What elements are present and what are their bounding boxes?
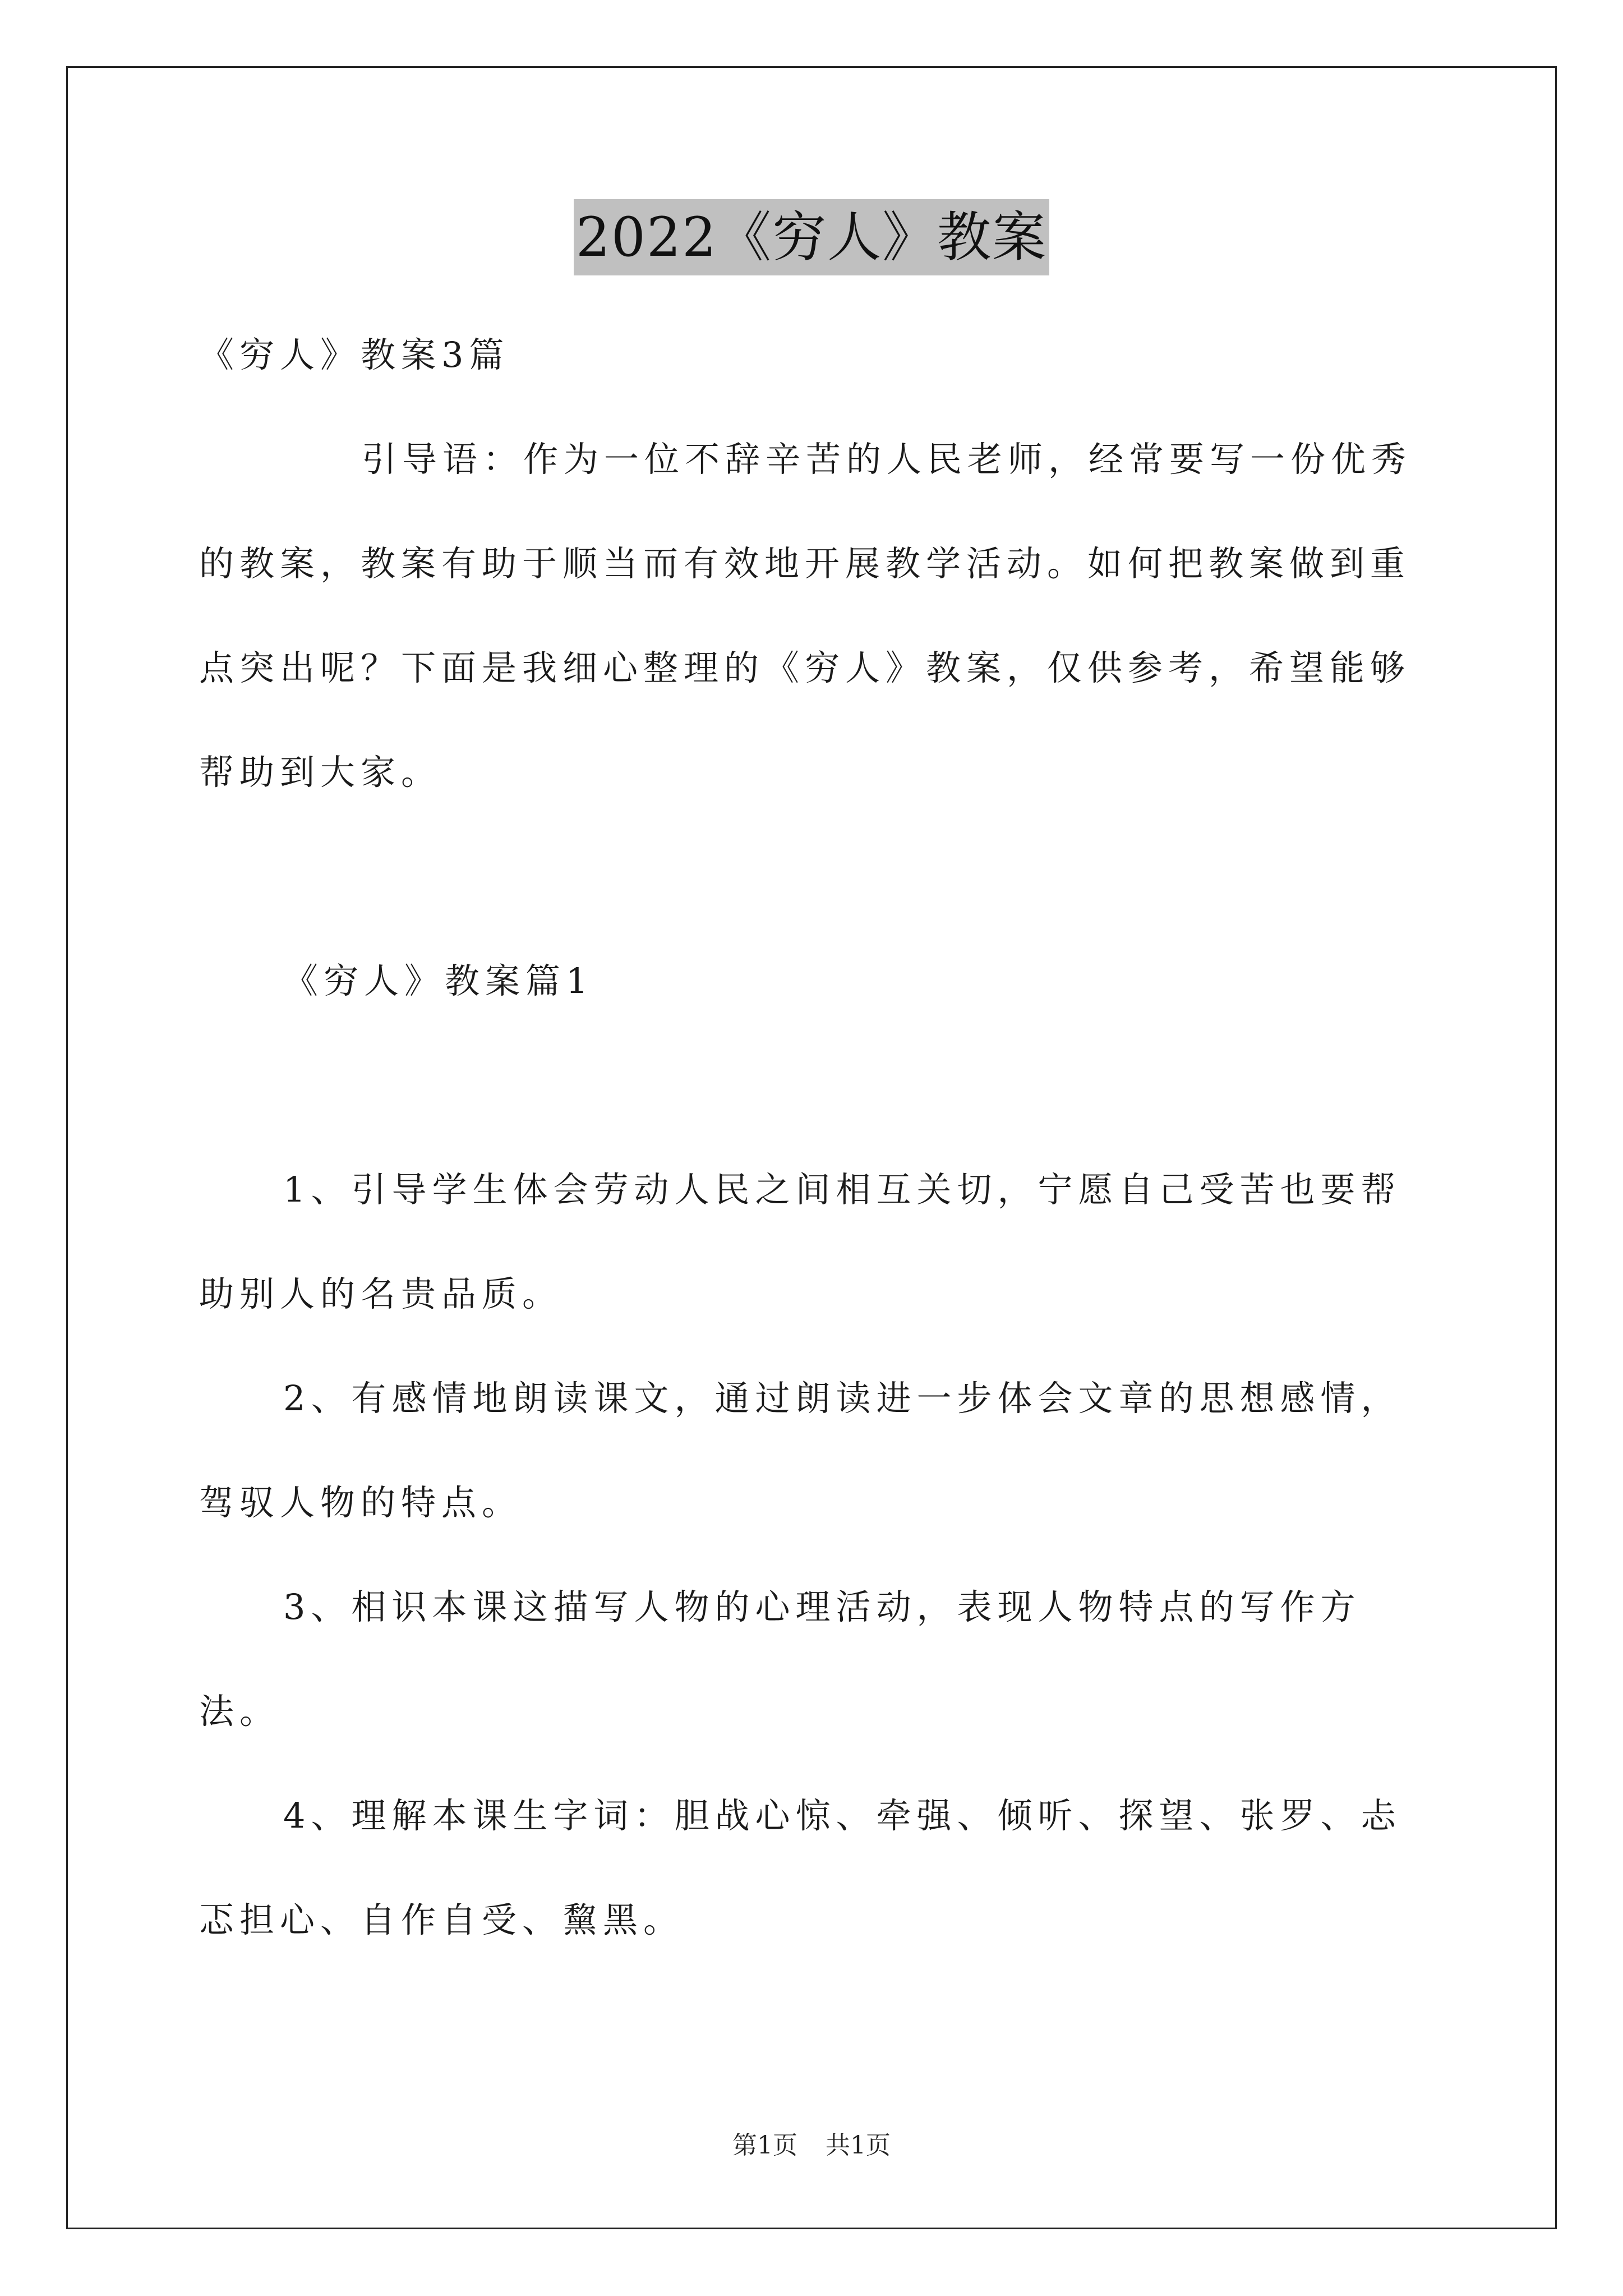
objective-item-4: 4、理解本课生字词：胆战心惊、牵强、倾听、探望、张罗、忐忑担心、自作自受、黧黑。 <box>199 1795 1401 1940</box>
page-footer <box>0 2129 1623 2162</box>
objective-item-1: 1、引导学生体会劳动人民之间相互关切，宁愿自己受苦也要帮助别人的名贵品质。 <box>199 1169 1401 1314</box>
title-wrap <box>0 199 1623 275</box>
spacer <box>199 825 1433 929</box>
page-number-total: 共1页 <box>826 2131 891 2160</box>
objective-item-3: 3、相识本课这描写人物的心理活动，表现人物特点的写作方法。 <box>199 1586 1361 1732</box>
document-title: 2022《穷人》教案 <box>574 199 1049 275</box>
document-subtitle: 《穷人》教案3篇 <box>199 334 510 375</box>
objective-item-2: 2、有感情地朗读课文，通过朗读进一步体会文章的思想感情，驾驭人物的特点。 <box>199 1378 1401 1523</box>
section-heading: 《穷人》教案篇1 <box>283 960 594 1001</box>
document-body <box>199 303 1433 1972</box>
spacer <box>199 1033 1433 1138</box>
intro-paragraph: 引导语：作为一位不辞辛苦的人民老师，经常要写一份优秀的教案，教案有助于顺当而有效地开展教学活动。如何把教案做到重点突出呢？下面是我细心整理的《穷人》教案，仅供参考，希望能够帮助到大家。 <box>199 439 1412 793</box>
page-number-current: 第1页 <box>732 2131 797 2160</box>
